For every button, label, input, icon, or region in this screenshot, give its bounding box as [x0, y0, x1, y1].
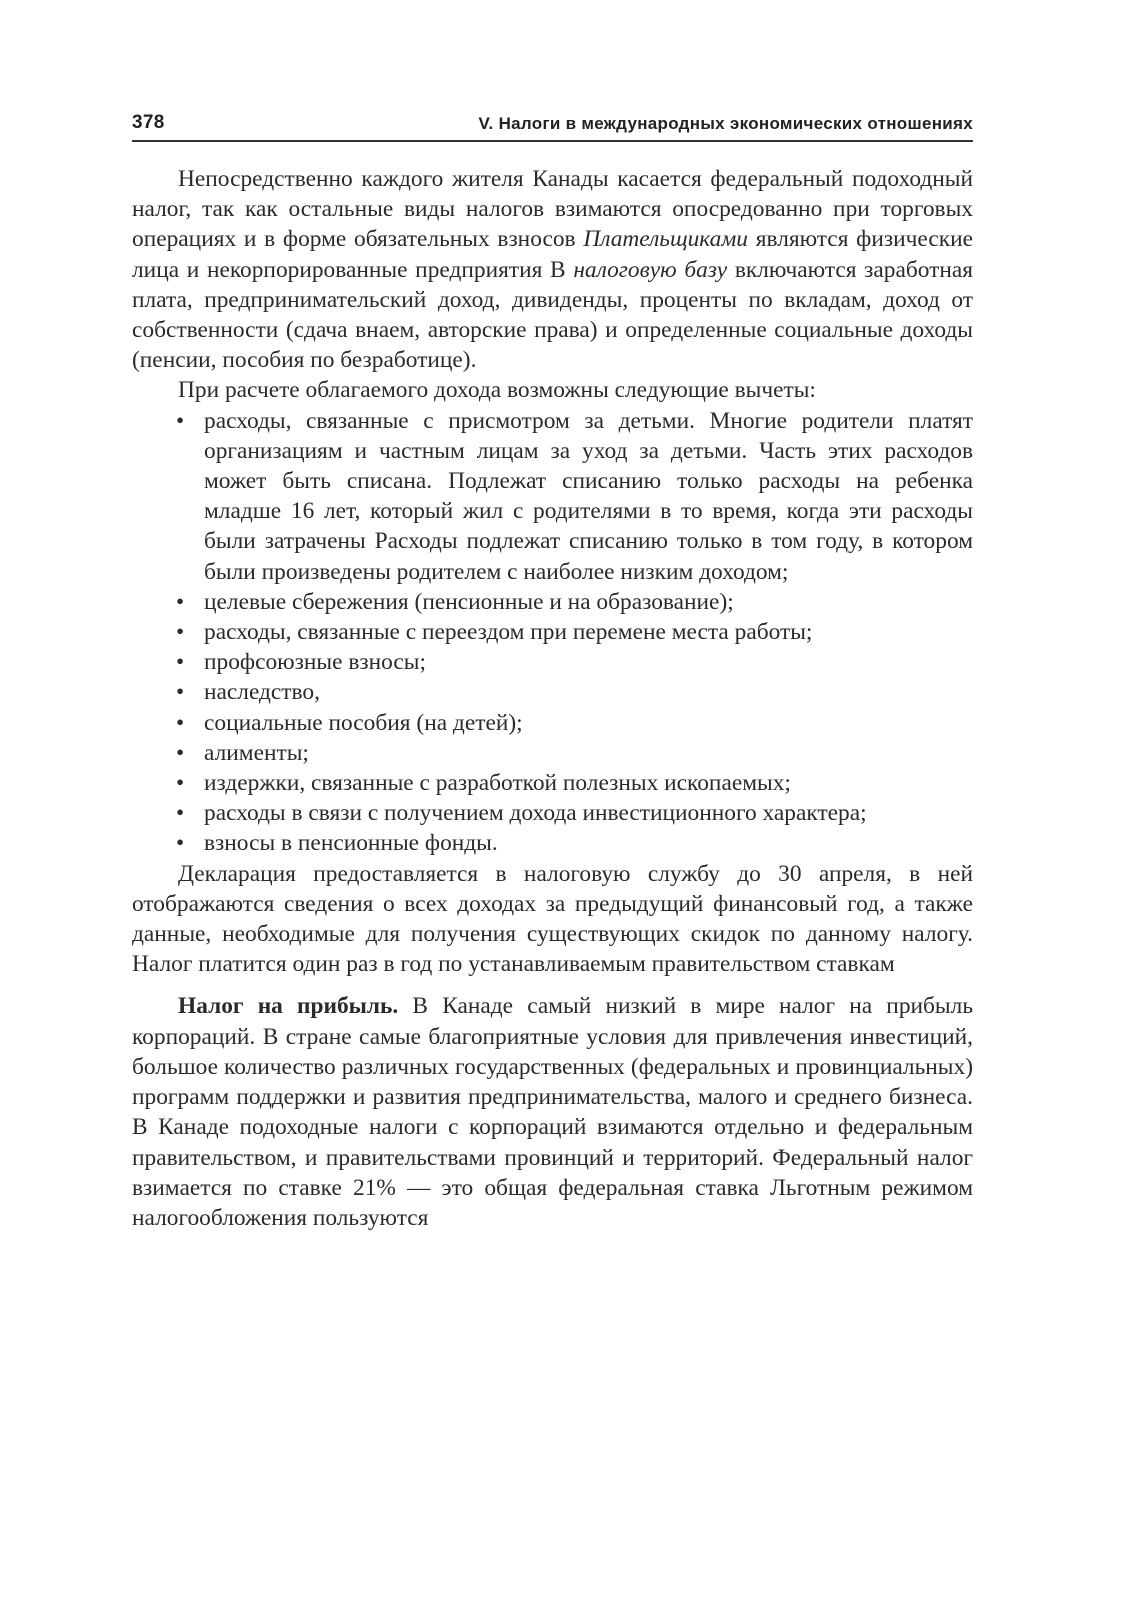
paragraph-text: В Канаде самый низкий в мире налог на прибыль корпораций. В стране самые благоприятные условия для привлечения инвестиций, большое количество различных государственных (федеральных и провинциальных) программ поддержки и развития предпринимательства, малого и среднего бизнеса. В Канаде подоходные налоги с корпораций взимаются отдельно и федеральным правительством, и правительствами провинций и территорий. Федеральный налог взимается по ставке 21% — это общая федеральная ставка Льготным режимом налогообложения пользуются	[132, 993, 973, 1231]
list-item: • расходы, связанные с присмотром за детьми. Многие родители платят организациям и частным лицам за уход за детьми. Часть этих расходов может быть списана. Подлежат списанию только расходы на ребенка младше 16 лет, который жил с родителями в то время, когда эти расходы были затрачены Расходы подлежат списанию только в том году, в котором были произведены родителем с наиболее низким доходом;	[204, 406, 973, 587]
page-number: 378	[132, 112, 165, 133]
paragraph-income-tax	[132, 164, 973, 375]
body-text	[132, 164, 973, 1233]
list-item: • расходы в связи с получением дохода инвестиционного характера;	[204, 798, 973, 828]
emphasis-tax-base: налоговую базу	[573, 256, 728, 283]
paragraph-profit-tax	[132, 991, 973, 1233]
list-item: • алименты;	[204, 738, 973, 768]
running-header	[132, 112, 973, 142]
list-item: • расходы, связанные с переездом при перемене места работы;	[204, 617, 973, 647]
paragraph-text: являются физические лица и некорпорированные предприятия В	[132, 226, 973, 283]
list-item: • наследство,	[204, 677, 973, 707]
list-item: • целевые сбережения (пенсионные и на образование);	[204, 587, 973, 617]
book-page	[132, 112, 973, 1233]
deductions-list	[132, 406, 973, 859]
running-title: V. Налоги в международных экономических отношениях	[478, 114, 973, 133]
list-item: • социальные пособия (на детей);	[204, 708, 973, 738]
list-item: • издержки, связанные с разработкой полезных ископаемых;	[204, 768, 973, 798]
list-item: • профсоюзные взносы;	[204, 647, 973, 677]
paragraph-deductions-intro: При расчете облагаемого дохода возможны следующие вычеты:	[178, 377, 816, 404]
emphasis-payers: Плательщиками	[583, 226, 748, 253]
section-heading-profit-tax: Налог на прибыль.	[178, 993, 399, 1020]
paragraph-text: Непосредственно каждого жителя Канады касается федеральный подоходный налог, так как остальные виды налогов взимаются опосредованно при торговых операциях и в форме обязательных взносов	[132, 166, 973, 253]
list-item: • взносы в пенсионные фонды.	[204, 828, 973, 858]
paragraph-text: включаются заработная плата, предпринимательский доход, дивиденды, проценты по вкладам, доход от собственности (сдача внаем, авторские права) и определенные социальные доходы (пенсии, пособия по безработице).	[132, 256, 974, 374]
paragraph-declaration: Декларация предоставляется в налоговую службу до 30 апреля, в ней отображаются сведения о всех доходах за предыдущий финансовый год, а также данные, необходимые для получения существующих скидок по данному налогу. Налог платится один раз в год по устанавливаемым правительством ставкам	[132, 860, 973, 978]
